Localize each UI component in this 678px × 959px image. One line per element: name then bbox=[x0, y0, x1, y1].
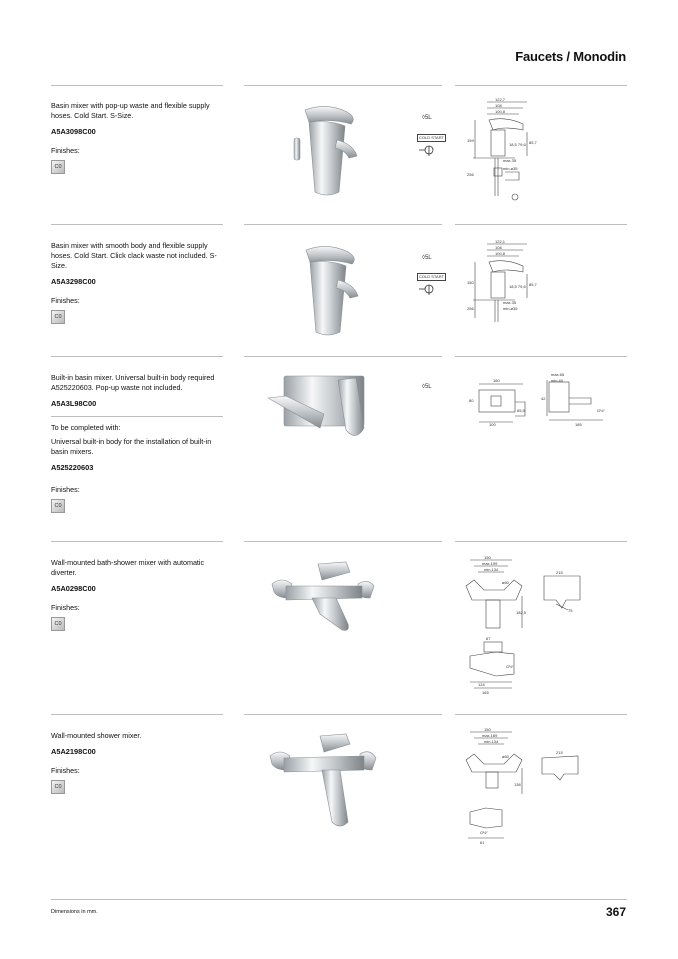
section-rule bbox=[455, 356, 627, 357]
svg-text:215: 215 bbox=[556, 570, 563, 575]
product-info bbox=[51, 373, 223, 513]
svg-text:G½": G½" bbox=[506, 664, 514, 669]
svg-text:85,7: 85,7 bbox=[529, 140, 537, 145]
svg-text:max.199: max.199 bbox=[482, 561, 498, 566]
svg-text:150: 150 bbox=[484, 728, 491, 732]
product-description: Basin mixer with pop-up waste and flexible supply hoses. Cold Start. S-Size. bbox=[51, 101, 210, 120]
section-rule bbox=[51, 714, 223, 715]
svg-text:75: 75 bbox=[568, 608, 573, 613]
section-rule bbox=[244, 224, 442, 225]
section-rule bbox=[51, 85, 223, 86]
flow-tag bbox=[422, 255, 432, 261]
svg-text:136: 136 bbox=[514, 782, 521, 787]
complete-code: A525220603 bbox=[51, 463, 94, 472]
svg-text:182,5: 182,5 bbox=[516, 610, 527, 615]
svg-text:150: 150 bbox=[484, 556, 491, 560]
cold-start-icon bbox=[417, 282, 441, 296]
svg-text:67: 67 bbox=[486, 636, 491, 641]
svg-text:215: 215 bbox=[556, 750, 563, 755]
flow-tag bbox=[422, 115, 432, 121]
water-drop-icon: ◊ bbox=[422, 255, 425, 261]
svg-text:108: 108 bbox=[495, 103, 502, 108]
page-title: Faucets / Monodin bbox=[515, 49, 626, 64]
product-info bbox=[51, 101, 223, 174]
page-number: 367 bbox=[605, 905, 626, 919]
finish-swatch: C0 bbox=[51, 780, 65, 794]
cold-start-icon bbox=[417, 143, 441, 157]
footer-rule bbox=[51, 899, 627, 900]
technical-drawing bbox=[463, 372, 625, 432]
product-code: A5A3L98C00 bbox=[51, 399, 97, 408]
svg-text:ø60: ø60 bbox=[502, 754, 509, 759]
svg-text:122,1: 122,1 bbox=[495, 239, 506, 244]
svg-text:150: 150 bbox=[467, 280, 474, 285]
svg-text:max.169: max.169 bbox=[482, 733, 498, 738]
finish-swatch: C0 bbox=[51, 499, 65, 513]
flow-rate: 5L bbox=[424, 255, 432, 261]
svg-text:185: 185 bbox=[575, 422, 582, 427]
svg-text:61: 61 bbox=[480, 840, 485, 845]
divider bbox=[51, 416, 223, 417]
svg-text:160: 160 bbox=[493, 378, 500, 383]
finishes-label: Finishes: bbox=[51, 766, 80, 775]
product-info bbox=[51, 731, 223, 794]
complete-label: To be completed with: bbox=[51, 423, 121, 432]
section-rule bbox=[244, 356, 442, 357]
section-rule bbox=[455, 85, 627, 86]
product-info bbox=[51, 241, 223, 324]
flow-rate: 5L bbox=[424, 115, 432, 121]
product-description: Basin mixer with smooth body and flexible supply hoses. Cold Start. Click clack waste not included. S-Size. bbox=[51, 241, 217, 270]
svg-text:65,5: 65,5 bbox=[517, 408, 525, 413]
svg-text:G½": G½" bbox=[597, 408, 605, 413]
section-rule bbox=[51, 541, 223, 542]
footer-note: Dimensions in mm. bbox=[51, 909, 98, 915]
product-code: A5A2198C00 bbox=[51, 747, 96, 756]
water-drop-icon: ◊ bbox=[422, 115, 425, 121]
finish-swatch: C0 bbox=[51, 160, 65, 174]
svg-text:100: 100 bbox=[489, 422, 496, 427]
basin-mixer-image bbox=[287, 100, 367, 200]
technical-drawing bbox=[456, 556, 586, 696]
section-rule bbox=[51, 356, 223, 357]
shower-mixer-image bbox=[262, 732, 382, 832]
flow-tag bbox=[422, 384, 432, 390]
section-rule bbox=[51, 224, 223, 225]
svg-text:18,5 79,6: 18,5 79,6 bbox=[509, 142, 526, 147]
product-description: Wall-mounted shower mixer. bbox=[51, 731, 142, 740]
section-rule bbox=[244, 541, 442, 542]
svg-text:159: 159 bbox=[467, 138, 474, 143]
finishes-label: Finishes: bbox=[51, 603, 80, 612]
basin-mixer-image bbox=[292, 240, 368, 340]
complete-description: Universal built-in body for the installation of built-in basin mixers. bbox=[51, 437, 212, 456]
svg-text:80: 80 bbox=[469, 398, 474, 403]
svg-text:124: 124 bbox=[478, 682, 485, 687]
svg-text:100,8: 100,8 bbox=[495, 109, 506, 114]
cold-start-tag bbox=[417, 134, 446, 157]
technical-drawing bbox=[456, 728, 586, 846]
product-description: Wall-mounted bath-shower mixer with automatic diverter. bbox=[51, 558, 205, 577]
finishes-label: Finishes: bbox=[51, 485, 80, 494]
svg-text:42: 42 bbox=[541, 396, 546, 401]
finish-swatch: C0 bbox=[51, 617, 65, 631]
svg-text:max.65: max.65 bbox=[551, 372, 565, 377]
finishes-label: Finishes: bbox=[51, 146, 80, 155]
svg-text:max.35: max.35 bbox=[503, 158, 517, 163]
svg-text:18,5 79,6: 18,5 79,6 bbox=[509, 284, 526, 289]
finishes-label: Finishes: bbox=[51, 296, 80, 305]
section-rule bbox=[244, 714, 442, 715]
built-in-basin-mixer-image bbox=[264, 368, 384, 448]
section-rule bbox=[244, 85, 442, 86]
svg-text:min.ø35: min.ø35 bbox=[503, 306, 518, 311]
svg-text:165: 165 bbox=[482, 690, 489, 695]
bath-shower-mixer-image bbox=[262, 558, 382, 642]
technical-drawing bbox=[465, 238, 555, 328]
product-info bbox=[51, 558, 223, 631]
product-code: A5A3098C00 bbox=[51, 127, 96, 136]
svg-text:256: 256 bbox=[467, 306, 474, 311]
svg-text:100,8: 100,8 bbox=[495, 251, 506, 256]
cold-start-label: COLD START bbox=[419, 274, 444, 279]
section-rule bbox=[455, 541, 627, 542]
technical-drawing bbox=[465, 96, 555, 206]
water-drop-icon: ◊ bbox=[422, 384, 425, 390]
section-rule bbox=[455, 224, 627, 225]
svg-text:122,7: 122,7 bbox=[495, 97, 506, 102]
cold-start-tag bbox=[417, 273, 446, 296]
section-rule bbox=[455, 714, 627, 715]
finish-swatch: C0 bbox=[51, 310, 65, 324]
svg-text:G½": G½" bbox=[480, 830, 488, 835]
svg-text:ø60: ø60 bbox=[502, 580, 509, 585]
svg-text:min.ø35: min.ø35 bbox=[503, 166, 518, 171]
svg-text:min.40: min.40 bbox=[551, 378, 564, 383]
product-code: A5A0298C00 bbox=[51, 584, 96, 593]
product-description: Built-in basin mixer. Universal built-in body required A525220603. Pop-up waste not included. bbox=[51, 373, 215, 392]
svg-text:108: 108 bbox=[495, 245, 502, 250]
flow-rate: 5L bbox=[424, 384, 432, 390]
svg-text:min.134: min.134 bbox=[484, 739, 499, 744]
cold-start-label: COLD START bbox=[419, 135, 444, 140]
svg-text:85,7: 85,7 bbox=[529, 282, 537, 287]
svg-text:max.35: max.35 bbox=[503, 300, 517, 305]
product-code: A5A3298C00 bbox=[51, 277, 96, 286]
svg-text:min.134: min.134 bbox=[484, 567, 499, 572]
svg-text:256: 256 bbox=[467, 172, 474, 177]
